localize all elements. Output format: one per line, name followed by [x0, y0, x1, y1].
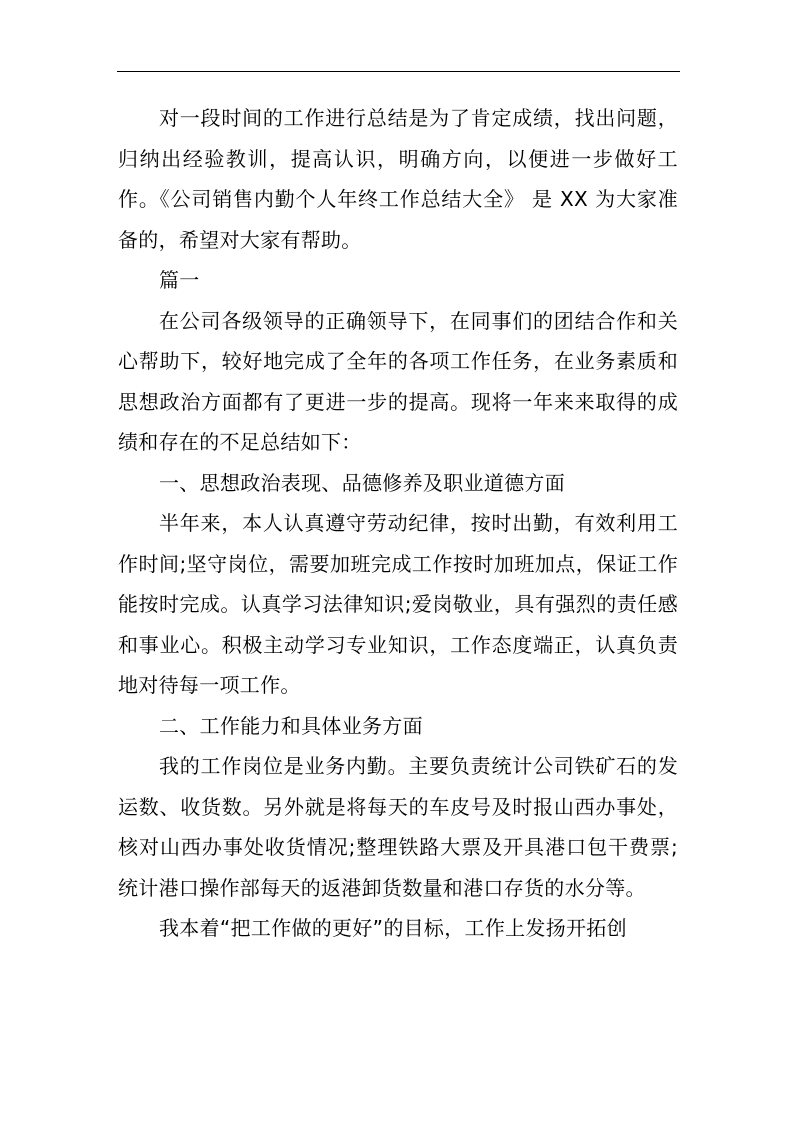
- intro-paragraph: 对一段时间的工作进行总结是为了肯定成绩，找出问题，归纳出经验教训，提高认识，明确方向，以便进一步做好工作。《公司销售内勤个人年终工作总结大全》 是 XX 为大家准备的，希望对大家有帮助。: [118, 106, 678, 252]
- overview-paragraph: 在公司各级领导的正确领导下，在同事们的团结合作和关心帮助下，较好地完成了全年的各项工作任务，在业务素质和思想政治方面都有了更进一步的提高。现将一年来来取得的成绩和存在的不足总结如下：: [118, 308, 678, 454]
- section-2-paragraph: 我的工作岗位是业务内勤。主要负责统计公司铁矿石的发运数、收货数。另外就是将每天的车皮号及时报山西办事处，核对山西办事处收货情况;整理铁路大票及开具港口包干费票;统计港口操作部每天的返港卸货数量和港口存货的水分等。: [118, 754, 678, 900]
- header-rule: [117, 71, 680, 72]
- section-heading-2: 二、工作能力和具体业务方面: [159, 713, 423, 738]
- section-heading-1: 一、思想政治表现、品德修养及职业道德方面: [159, 470, 565, 495]
- section-title-part-one: 篇一: [159, 268, 200, 292]
- document-body: [118, 98, 678, 949]
- goal-paragraph: 我本着“把工作做的更好”的目标，工作上发扬开拓创: [159, 916, 627, 940]
- section-1-paragraph: 半年来，本人认真遵守劳动纪律，按时出勤，有效利用工作时间;坚守岗位，需要加班完成工作按时加班加点，保证工作能按时完成。认真学习法律知识;爱岗敬业，具有强烈的责任感和事业心。积极主动学习专业知识，工作态度端正，认真负责地对待每一项工作。: [118, 511, 678, 697]
